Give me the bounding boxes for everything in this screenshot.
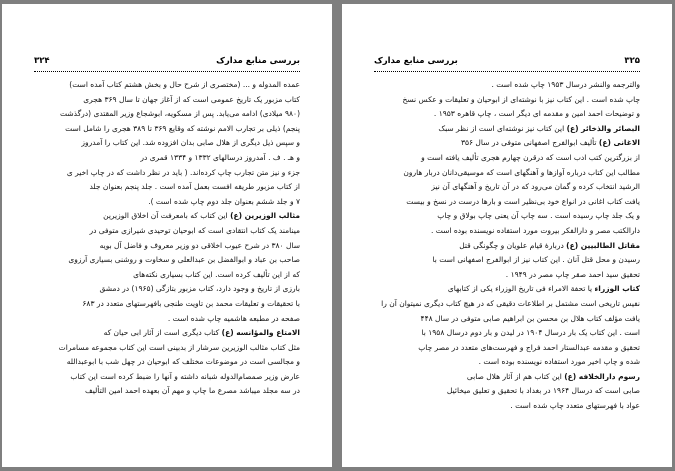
text-line: یافت مؤلف کتاب هلال بن محسن بن ابراهیم صابی متوفی در سال ۴۴۸ [420, 313, 640, 323]
entry-text: این کتاب نیز نوشته‌ای است از نظر سبک [438, 123, 567, 133]
text-line: با تحقیقات و تعلیقات محمد بن تاویت طنجی بافهرستهای متعدد در ۶۸۳ [82, 298, 300, 308]
entry-text: تألیف ابوالفرج اصفهانی متوفی در سال ۳۵۶ [460, 138, 599, 148]
text-line: مینامند یک کتاب انتقادی است که ابوحیان توحیدی شیرازی متوفی در [89, 225, 300, 235]
entry-heading: رسوم دارالخلافه (ع) [564, 371, 640, 381]
text-line: صابی است که درسال ۱۹۶۴ در بغداد با تحقیق و تعلیق میخائیل [446, 386, 640, 396]
text-line: پنجم) ذیلی بر تجارب الامم نوشته که وقایع ۳۶۹ تا ۳۸۹ هجری را شامل است [65, 123, 300, 133]
text-line [374, 370, 640, 385]
header-rule [374, 71, 640, 72]
text-line: (۹۸۰ میلادی) ادامه می‌یابد. پس از مسکویه، ابوشجاع وزیر المقتدی (درگذشت [60, 109, 300, 119]
page-number: ۳۲۴ [34, 56, 50, 66]
text-line: تحقیق و مقدمه عبدالستار احمد فراج و فهرست‌های متعدد در مصر چاپ [418, 342, 640, 352]
text-line: کتاب مزبور یک تاریخ عمومی است که از آغاز جهان تا سال ۳۶۹ هجری [83, 94, 300, 104]
entry-heading: مقاتل الطالبیین (ع) [566, 240, 640, 250]
text-line: یافت کتاب اغانی در انواع خود بی‌نظیر است و بارها درست در نسخ و بیست [406, 196, 640, 206]
text-line: در سه مجلد میباشد مصرع ما چاپ و مهم آن بعهده احمد امین التألیف [84, 386, 300, 396]
text-line: که از این تألیف کرده است. این کتاب بسیاری نکته‌های [133, 269, 300, 279]
text-line [34, 209, 300, 224]
text-line: صفحه در مطبعه هاشمیه چاپ شده است . [167, 313, 300, 323]
entry-heading: مثالب الوزیرین (ع) [230, 211, 300, 221]
page-header [374, 54, 640, 68]
text-line [374, 136, 640, 151]
entry-text: یا تحفة الامراء فی تاریخ الوزراء یکی از کتابهای [447, 284, 595, 294]
text-line: است . این کتاب یک بار درسال ۱۹۰۴ در لیدن و بار دوم درسال ۱۹۵۸ با [421, 328, 640, 338]
text-line: مثل کتاب مثالب الوزیرین سرشار از بدبینی است این کتاب مجموعه مسامرات [58, 342, 300, 352]
text-line: نفیس تاریخی است مشتمل بر اطلاعات دقیقی که در هیچ کتاب دیگری نمیتوان آن را [381, 298, 640, 308]
text-line: و هـ . ف . آمدروز درسالهای ۱۳۳۲ و ۱۳۳۴ قمری در [140, 152, 300, 162]
entry-text: دربارهٔ قیام علویان و چگونگی قتل [459, 240, 567, 250]
text-line: مطالب این کتاب درباره آوازها و آهنگهای است که موسیقی‌دانان دربار هارون‌ [403, 167, 640, 177]
text-line: و یک جلد چاپ رسیده است . سه چاپ آن یعنی چاپ بولاق و چاپ [437, 211, 640, 221]
entry-text: این کتاب که بامعرفت آن اخلاق الوزیرین [103, 211, 231, 221]
text-line: الرشید انتخاب کرده و گمان می‌رود که در آن تاریخ و آهنگهای آن نیز [431, 182, 640, 192]
text-line: ۷ و جلد ششم بعنوان جلد دوم چاپ شده است ). [148, 196, 300, 206]
text-line [374, 239, 640, 254]
text-line: از کتاب مزبور طریقه افست بعمل آمده است . جلد پنجم بعنوان جلد [89, 182, 300, 192]
page-body [34, 78, 300, 399]
text-line: و مجالسی است در موضوعات مختلف که ابوحیان در چهل شب با ابوعبدالله [66, 357, 300, 367]
text-line: تحقیق سید احمد صقر چاپ مصر در ۱۹۴۹ . [505, 269, 640, 279]
text-line: و سپس ذیل دیگری از هلال صابی بدان افزوده شد. این کتاب را آمدروز [81, 138, 300, 148]
page-header [34, 54, 300, 68]
text-line: چاپ شده است . این کتاب نیز با نوشته‌ای از ابوحیان و تعلیقات و عکس نسخ [402, 94, 640, 104]
entry-heading: الاغانی (ع) [598, 138, 640, 148]
text-line: صاحب بن عباد و ابوالفضل بن عبدالعلی و سخاوت و روشنی بسیاری آرزوی [68, 255, 300, 265]
left-page [2, 4, 332, 467]
right-page [342, 4, 672, 467]
text-line: دارالکتب مصر و دارالفکر بیروت مورد استفاده نویسنده بوده است . [430, 225, 640, 235]
page-body [374, 78, 640, 414]
text-line: جزء و نیز متن تجارب چاپ کرده‌اند. ( باید در نظر داشت که در چاپ اخیر ی [66, 167, 300, 177]
text-line: عارض وزیر صمصام‌الدوله شبانه داشته و آنها را ضبط کرده است این کتاب [70, 371, 300, 381]
entry-heading: کتاب الوزراء [594, 284, 640, 294]
entry-heading: البصائر والذخائر (ع) [566, 123, 640, 133]
text-line [374, 282, 640, 297]
text-line: شده و چاپ اخیر مورد استفاده نویسنده بوده است . [478, 357, 640, 367]
running-title: بررسی منابع مدارک [216, 56, 300, 66]
text-line: از بزرگترین کتب ادب است که درقرن چهارم هجری تألیف یافته است و [421, 152, 640, 162]
text-line: والترجمه والنشر درسال ۱۹۵۳ چاپ شده است . [491, 80, 640, 89]
text-line: بارزی از تاریخ و وجود دارد، کتاب مزبور بتازگی (۱۹۶۵) در دمشق [99, 284, 300, 294]
text-line: عمده المدوله و ... (مختصری از شرح حال و بخش هشتم کتاب آمده است) [69, 80, 300, 89]
entry-text: این کتاب هم از آثار هلال صابی [466, 371, 565, 381]
page-number: ۳۲۵ [624, 56, 640, 66]
entry-text: کتاب دیگری است از آثار ابی حیان که [103, 328, 222, 338]
text-line: سال ۳۸۰ در شرح عیوب اخلاقی دو وزیر معروف و فاضل آل بویه [99, 240, 300, 250]
text-line [374, 122, 640, 137]
entry-heading: الامتاع والمؤانسه (ع) [221, 328, 300, 338]
text-line [34, 326, 300, 341]
text-line: رسیدن و محل قتل آنان . این کتاب نیز از ابوالفرج اصفهانی است با [432, 255, 640, 265]
running-title: بررسی منابع مدارک [374, 56, 458, 66]
header-rule [34, 71, 300, 72]
text-line: عواد با فهرستهای متعدد چاپ شده است . [510, 401, 640, 411]
text-line: و توضیحات احمد امین و مقدمه ای دیگر است ، چاپ قاهره ۱۹۵۳ . [433, 109, 640, 119]
